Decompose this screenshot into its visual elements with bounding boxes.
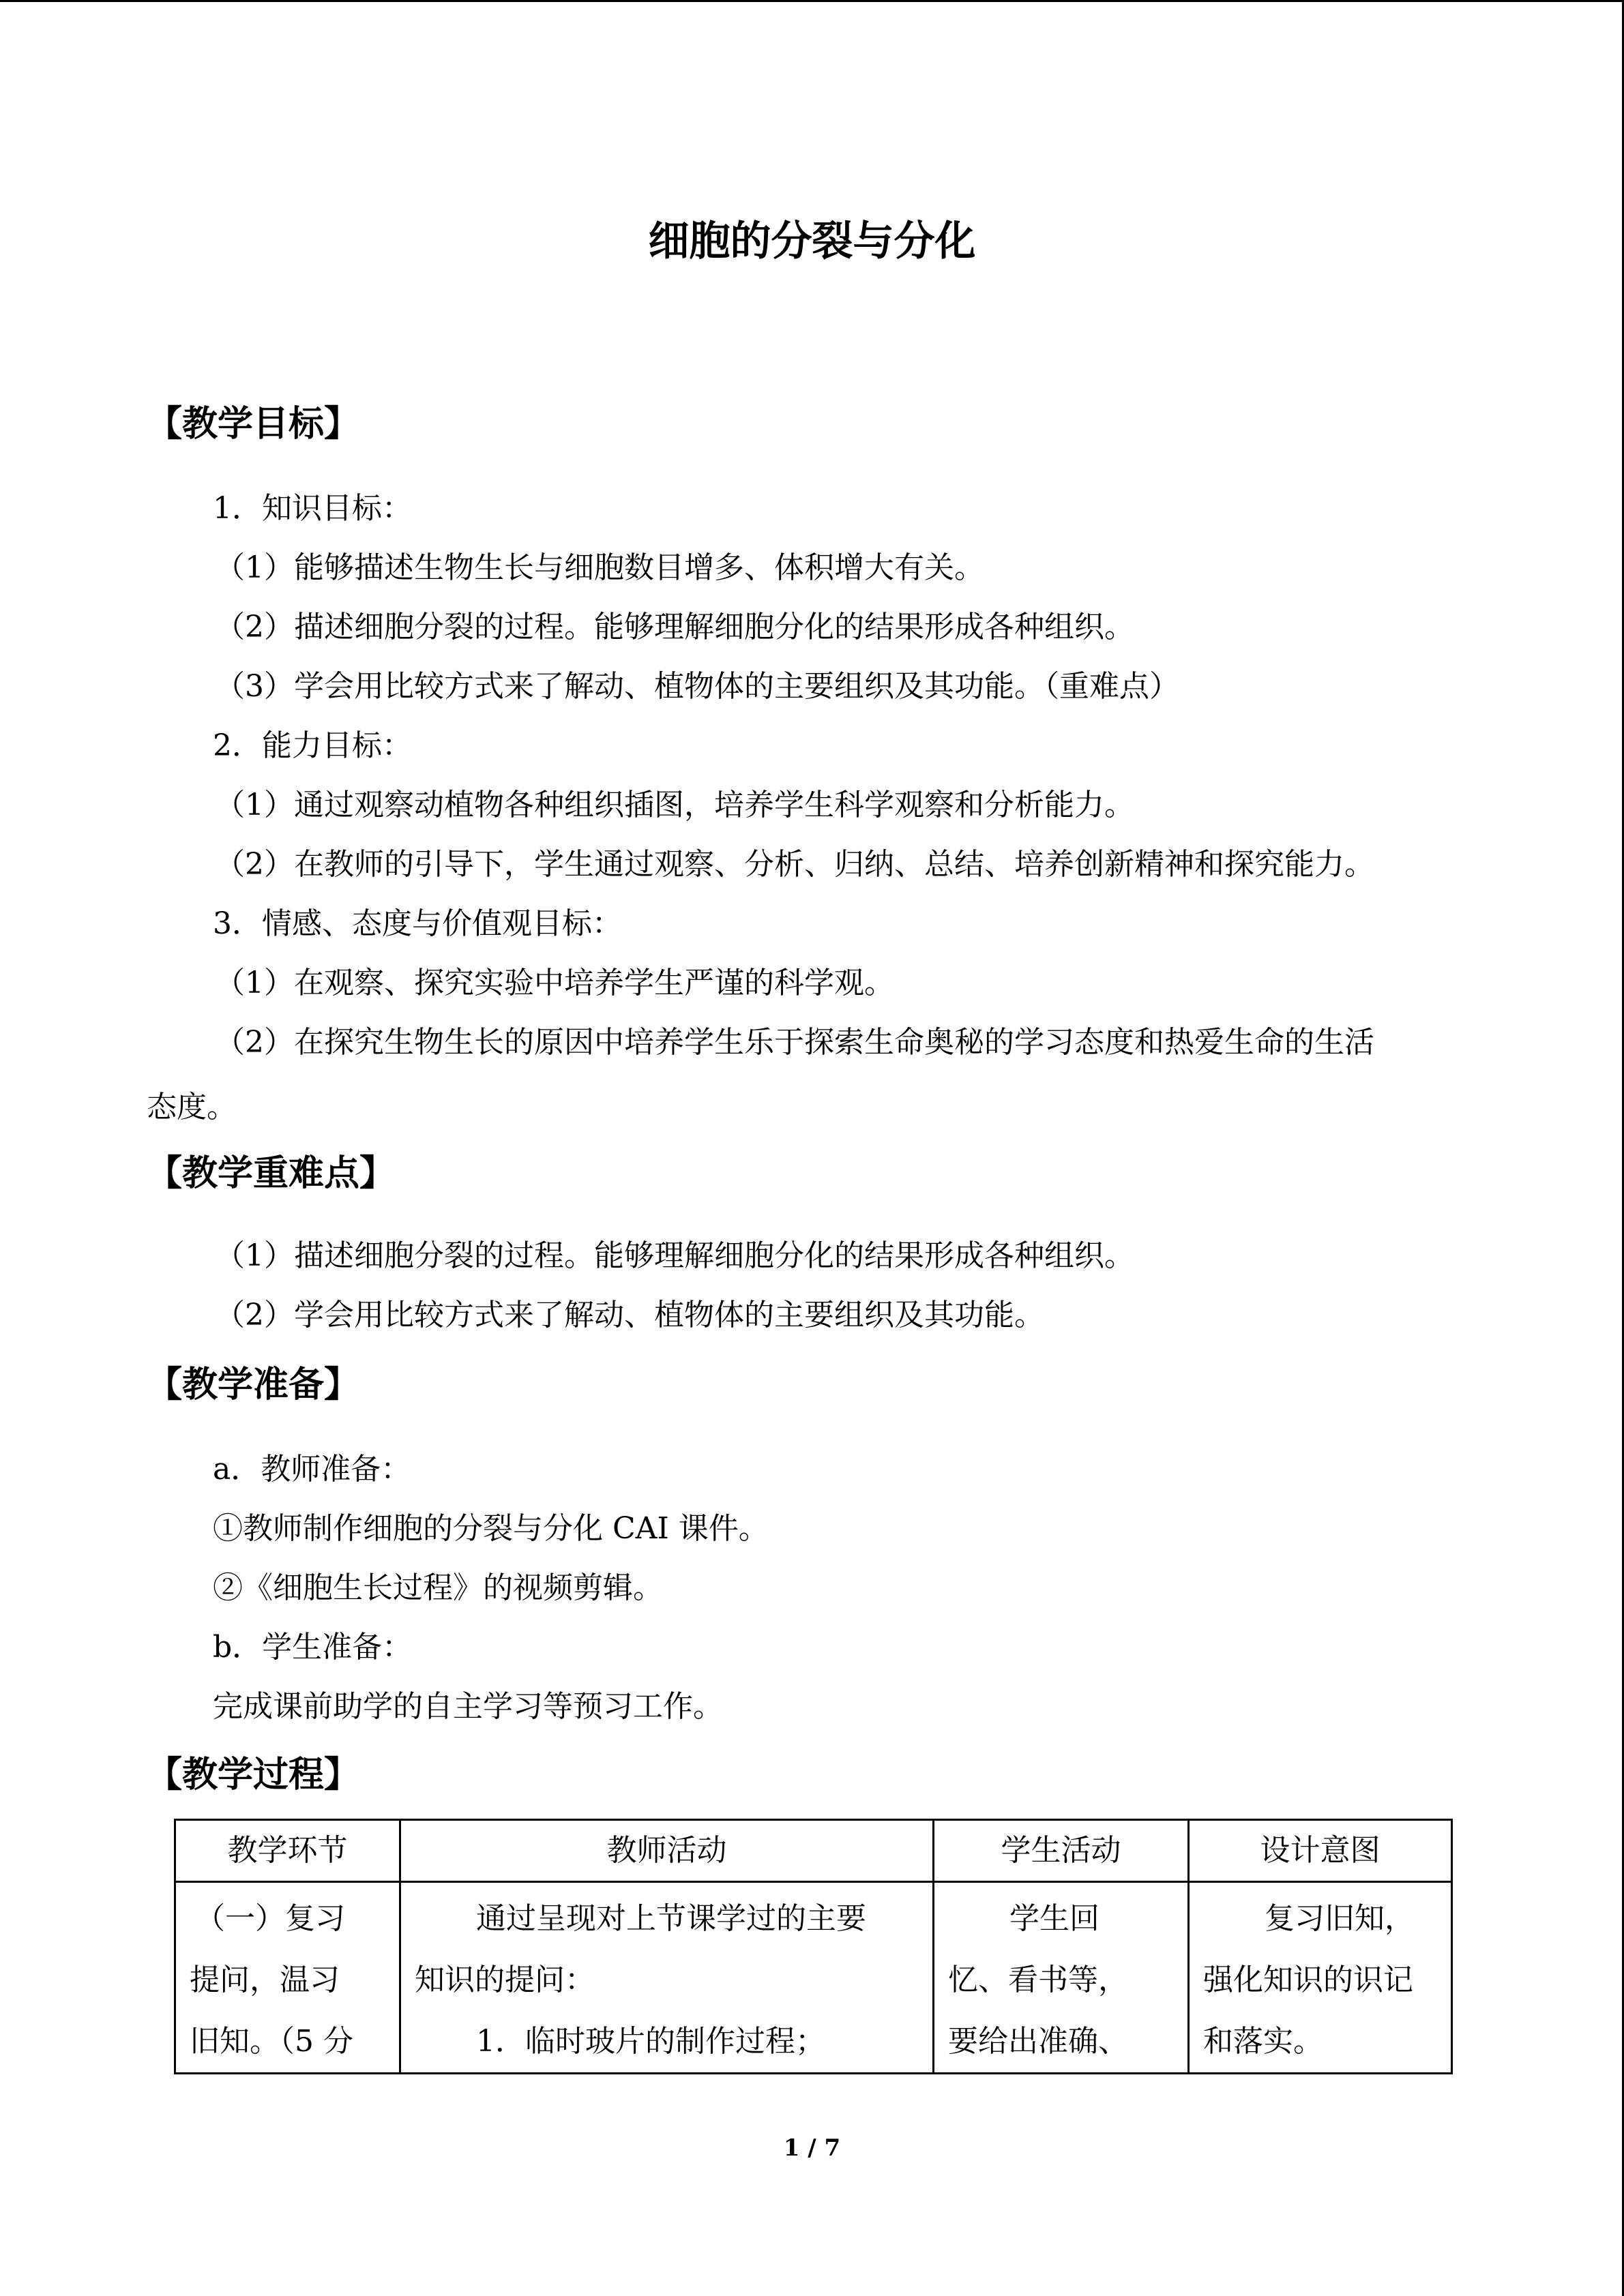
cell-line: （一）复习 — [195, 1901, 345, 1936]
objective-line: 1．知识目标： — [213, 491, 412, 526]
table-header-cell: 学生活动 — [934, 1820, 1189, 1882]
table-cell-teacher — [400, 1882, 934, 2074]
key-point-line: （1）描述细胞分裂的过程。能够理解细胞分化的结果形成各种组织。 — [215, 1238, 1134, 1273]
cell-line: 要给出准确、 — [948, 2024, 1128, 2059]
cell-line: 学生回 — [1009, 1901, 1099, 1936]
preparation-line: 完成课前助学的自主学习等预习工作。 — [213, 1689, 723, 1724]
cell-line: 强化知识的识记 — [1203, 1963, 1413, 1997]
table-cell-student — [934, 1882, 1189, 2074]
table-header-cell: 教师活动 — [400, 1820, 934, 1882]
preparation-line: ①教师制作细胞的分裂与分化 CAI 课件。 — [213, 1511, 769, 1546]
cell-line: 1．临时玻片的制作过程； — [476, 2024, 825, 2059]
objective-line: （2）在探究生物生长的原因中培养学生乐于探索生命奥秘的学习态度和热爱生命的生活 — [215, 1025, 1374, 1060]
cell-line: 旧知。（5 分 — [190, 2024, 353, 2059]
cell-line: 和落实。 — [1203, 2024, 1323, 2059]
cell-line: 通过呈现对上节课学过的主要 — [476, 1901, 866, 1936]
cell-line: 知识的提问： — [415, 1963, 595, 1997]
section-heading-process: 【教学过程】 — [147, 1755, 360, 1795]
preparation-line: b．学生准备： — [213, 1630, 413, 1665]
page-indicator: 1 / 7 — [783, 2134, 841, 2162]
preparation-line: ②《细胞生长过程》的视频剪辑。 — [213, 1570, 663, 1605]
table-cell-stage — [175, 1882, 400, 2074]
table-cell-intent — [1189, 1882, 1452, 2074]
objective-line: （1）通过观察动植物各种组织插图，培养学生科学观察和分析能力。 — [215, 788, 1134, 822]
section-heading-preparation: 【教学准备】 — [147, 1365, 360, 1405]
objective-line: （2）在教师的引导下，学生通过观察、分析、归纳、总结、培养创新精神和探究能力。 — [215, 847, 1374, 882]
cell-line: 复习旧知， — [1265, 1901, 1415, 1936]
preparation-line: a．教师准备： — [213, 1452, 411, 1487]
table-row — [175, 1882, 1452, 2074]
objective-line: 3．情感、态度与价值观目标： — [213, 906, 622, 941]
objective-line: 态度。 — [147, 1090, 237, 1124]
objective-line: （2）描述细胞分裂的过程。能够理解细胞分化的结果形成各种组织。 — [215, 610, 1134, 644]
objective-line: （1）能够描述生物生长与细胞数目增多、体积增大有关。 — [215, 550, 984, 585]
document-title: 细胞的分裂与分化 — [648, 218, 976, 265]
section-heading-objectives: 【教学目标】 — [147, 404, 360, 445]
section-heading-key-points: 【教学重难点】 — [147, 1153, 396, 1194]
page-border-top — [0, 0, 1624, 2]
objective-line: （3）学会用比较方式来了解动、植物体的主要组织及其功能。（重难点） — [215, 669, 1179, 704]
objective-line: 2．能力目标： — [213, 728, 412, 763]
table-header-cell: 教学环节 — [175, 1820, 400, 1882]
key-point-line: （2）学会用比较方式来了解动、植物体的主要组织及其功能。 — [215, 1298, 1044, 1332]
table-header-cell: 设计意图 — [1189, 1820, 1452, 1882]
process-table — [174, 1819, 1453, 2074]
cell-line: 提问，温习 — [190, 1963, 340, 1997]
objective-line: （1）在观察、探究实验中培养学生严谨的科学观。 — [215, 966, 894, 1000]
cell-line: 忆、看书等， — [948, 1963, 1128, 1997]
table-header-row — [175, 1820, 1452, 1882]
